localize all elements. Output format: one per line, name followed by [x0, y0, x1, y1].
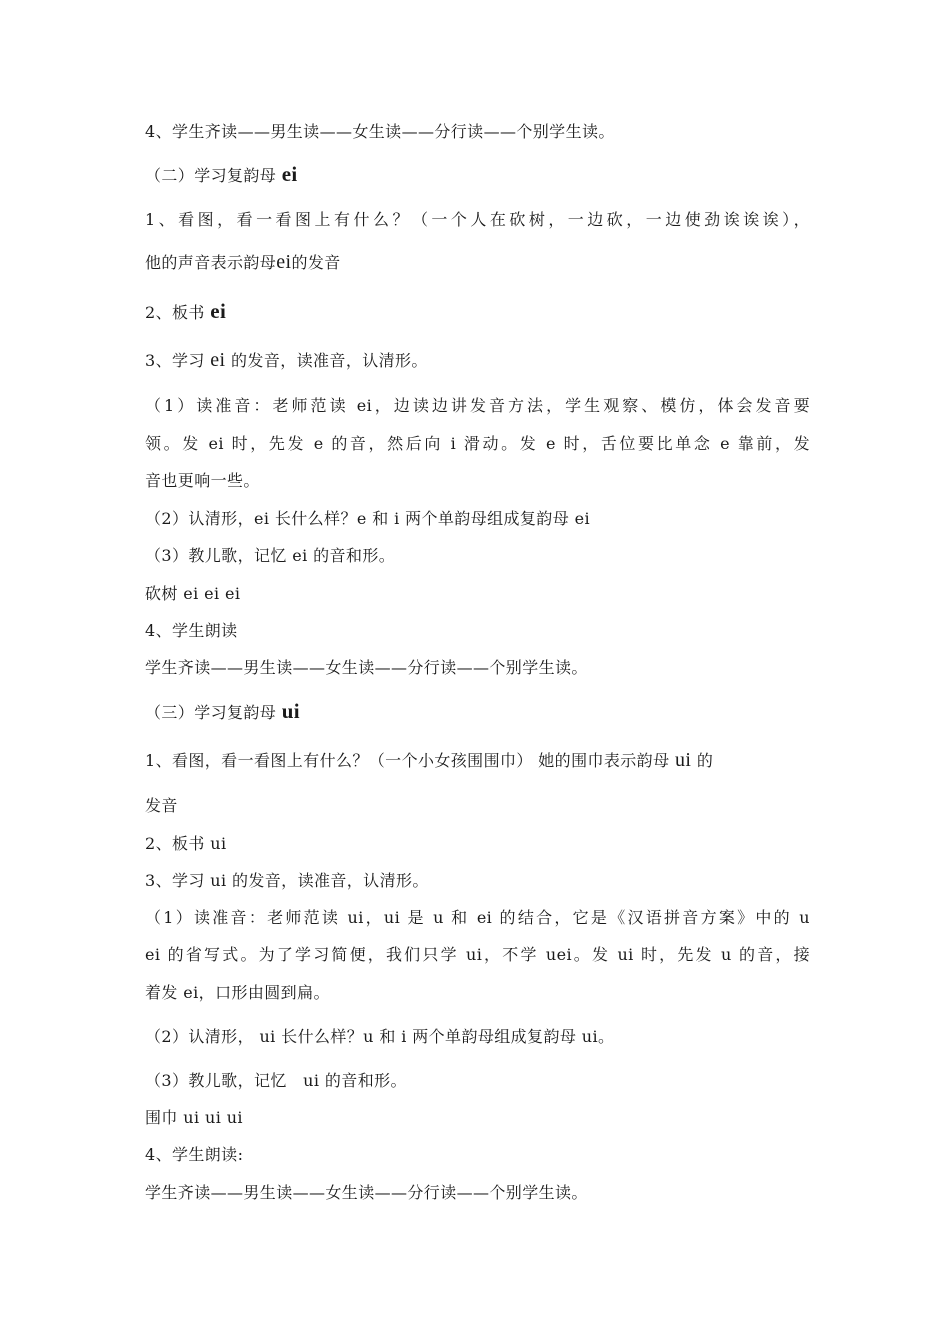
- section3-step1-line1-a: 1、看图，看一看图上有什么？（一个小女孩围围巾） 她的围巾表示韵母: [145, 751, 670, 770]
- section2-sub1-line2: 领。发 ei 时，先发 e 的音，然后向 i 滑动。发 e 时，舌位要比单念 e 靠前，发: [145, 434, 810, 453]
- section2-step4-title: 4、学生朗读: [145, 621, 238, 640]
- section2-sub2: （2）认清形，ei 长什么样？e 和 i 两个单韵母组成复韵母 ei: [145, 509, 590, 528]
- section3-heading-text: （三）学习复韵母: [145, 703, 277, 722]
- section2-step1-line2-a: 他的声音表示韵母: [145, 253, 277, 272]
- section2-step2-pinyin: ei: [210, 299, 227, 323]
- section2-step3: [145, 349, 428, 372]
- section2-sub1-line3: 音也更响一些。: [145, 471, 260, 490]
- section2-step2-text: 2、板书: [145, 303, 205, 322]
- section3-heading-pinyin: ui: [281, 699, 301, 723]
- section3-rhyme: 围巾 ui ui ui: [145, 1108, 243, 1127]
- section2-step1-line2: [145, 251, 341, 274]
- section3-step2: 2、板书 ui: [145, 834, 227, 853]
- section2-heading: [145, 163, 298, 187]
- section3-sub3: （3）教儿歌，记忆 ui 的音和形。: [145, 1071, 407, 1090]
- section2-heading-text: （二）学习复韵母: [145, 166, 277, 185]
- section3-step4-title: 4、学生朗读:: [145, 1145, 244, 1164]
- section3-sub1-line1: （1）读准音：老师范读 ui，ui 是 u 和 ei 的结合，它是《汉语拼音方案》中的 u: [145, 908, 810, 927]
- section3-step1-line1-b: 的: [696, 751, 714, 770]
- section1-step4-line: 4、学生齐读——男生读——女生读——分行读——个别学生读。: [145, 122, 615, 141]
- section3-step4-line: 学生齐读——男生读——女生读——分行读——个别学生读。: [145, 1183, 588, 1202]
- section2-step2: [145, 300, 226, 324]
- document-page: [145, 0, 810, 1344]
- section2-heading-pinyin: ei: [281, 162, 298, 186]
- section2-step3-b: 的发音，读准音，认清形。: [231, 351, 428, 370]
- section2-step3-a: 3、学习: [145, 351, 205, 370]
- section3-step3: 3、学习 ui 的发音，读准音，认清形。: [145, 871, 429, 890]
- section3-step1-line1: [145, 749, 713, 772]
- section3-sub1-line2: ei 的省写式。为了学习简便，我们只学 ui，不学 uei。发 ui 时，先发 u 的音，接: [145, 945, 810, 964]
- section3-step1-pinyin: ui: [674, 749, 692, 771]
- section2-step1-pinyin: ei: [276, 251, 292, 273]
- section2-step1-line2-b: 的发音: [291, 253, 341, 272]
- section2-step3-pinyin: ei: [210, 349, 226, 371]
- section3-sub2: （2）认清形， ui 长什么样？u 和 i 两个单韵母组成复韵母 ui。: [145, 1027, 615, 1046]
- section2-sub3: （3）教儿歌，记忆 ei 的音和形。: [145, 546, 396, 565]
- section2-sub1-line1: （1）读准音：老师范读 ei，边读边讲发音方法，学生观察、模仿，体会发音要: [145, 396, 810, 415]
- section3-sub1-line3: 着发 ei，口形由圆到扁。: [145, 983, 330, 1002]
- section2-step1-line1: 1、看图，看一看图上有什么？（一个人在砍树，一边砍，一边使劲诶诶诶），: [145, 210, 810, 229]
- section3-heading: [145, 700, 300, 724]
- section2-step4-line: 学生齐读——男生读——女生读——分行读——个别学生读。: [145, 658, 588, 677]
- section3-step1-line2: 发音: [145, 796, 178, 815]
- section2-rhyme: 砍树 ei ei ei: [145, 584, 241, 603]
